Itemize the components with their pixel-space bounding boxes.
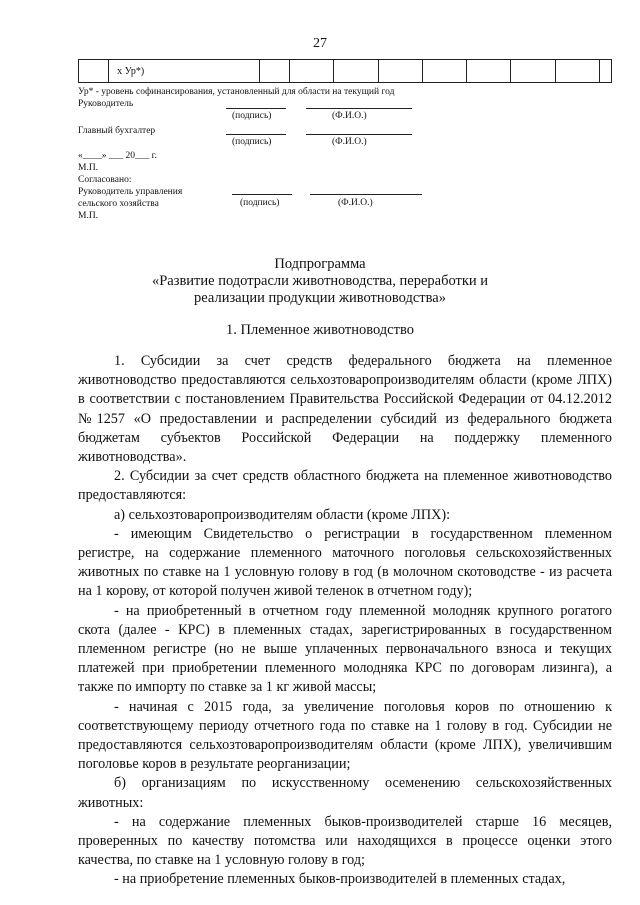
head-name-caption: (Ф.И.О.) — [332, 111, 367, 121]
stamp-label-2: М.П. — [78, 211, 99, 221]
document-body — [78, 352, 612, 890]
paragraph-1: 1. Субсидии за счет средств федерального бюджета на племенное животноводство предоставляются сельхозтоваропроизводителям области (кроме ЛПХ) в соответствии с постановлением Правительства Российской Федерации от 04.12.2012 №1257 «О предоставлении и распределении субсидий из федерального бюджета бюджетам субъектов Российской Федерации на поддержку племенного животноводства». — [78, 353, 612, 466]
accountant-label: Главный бухгалтер — [78, 126, 156, 136]
agreed-signature-line — [232, 194, 292, 195]
paragraph-2a-item2: - на приобретенный в отчетном году племенной молодняк крупного рогатого скота (далее - КРС) в племенных стадах, зарегистрированных в государственном племенном регистре (но не выше уплаченных первоначального взноса и текущих платежей при приобретении племенного молодняка КРС по договорам лизинга), а также по импорту по ставке за 1 кг живой массы; — [78, 602, 612, 696]
agreed-sign-caption: (подпись) — [240, 198, 280, 208]
paragraph-2a: а) сельхозтоваропроизводителям области (кроме ЛПХ): — [114, 506, 451, 523]
paragraph-2a-item1: - имеющим Свидетельство о регистрации в государственном племенном регистре, на содержание племенного маточного поголовья сельскохозяйственных животных по ставке на 1 условную голову в год (в молочном скотоводстве - из расчета на 1 корову, от которой получен живой теленок в отчетном году); — [78, 525, 612, 600]
accountant-name-caption: (Ф.И.О.) — [332, 137, 367, 147]
table-row — [79, 60, 612, 83]
accountant-sign-caption: (подпись) — [232, 137, 272, 147]
subprogram-heading: Подпрограмма — [274, 256, 366, 272]
agreed-name-line — [310, 194, 422, 195]
paragraph-2: 2. Субсидии за счет средств областного бюджета на племенное животноводство предоставляются: — [78, 468, 612, 504]
subprogram-name-line2: реализации продукции животноводства» — [194, 290, 446, 306]
paragraph-2b: б) организациям по искусственному осеменению сельскохозяйственных животных: — [78, 775, 612, 811]
accountant-name-line — [306, 134, 412, 135]
head-name-line — [306, 108, 412, 109]
agreed-label: Согласовано: — [78, 175, 132, 185]
subprogram-name-line1: «Развитие подотрасли животноводства, переработки и — [151, 273, 489, 289]
stamp-label: М.П. — [78, 163, 99, 173]
agriculture-head-label-line2: сельского хозяйства — [78, 199, 159, 209]
date-line: «____» ___ 20___ г. — [78, 151, 157, 161]
section-title: 1. Племенное животноводство — [226, 322, 414, 338]
paragraph-2b-item2: - на приобретение племенных быков-производителей в племенных стадах, — [114, 871, 566, 888]
paragraph-2a-item3: - начиная с 2015 года, за увеличение поголовья коров по отношению к соответствующему периоду отчетного года по ставке на 1 голову в год. Субсидии не предоставляются сельхозтоваропроизводителям области (кроме ЛПХ), увеличившим поголовье коров в результате реорганизации; — [78, 698, 612, 773]
continuation-table — [78, 59, 612, 83]
cofinancing-footnote: Ур* - уровень софинансирования, установленный для области на текущий год — [78, 87, 395, 97]
page-number: 27 — [313, 36, 327, 51]
table-row-label: х Ур*) — [109, 60, 260, 83]
agriculture-head-label-line1: Руководитель управления — [78, 187, 183, 197]
accountant-signature-line — [226, 134, 286, 135]
agreed-name-caption: (Ф.И.О.) — [338, 198, 373, 208]
paragraph-2b-item1: - на содержание племенных быков-производителей старше 16 месяцев, проверенных по качеству потомства или находящихся в процессе оценки этого качества, по ставке на 1 условную голову в год; — [78, 813, 612, 869]
head-sign-caption: (подпись) — [232, 111, 272, 121]
head-signature-line — [226, 108, 286, 109]
head-label: Руководитель — [78, 99, 134, 109]
